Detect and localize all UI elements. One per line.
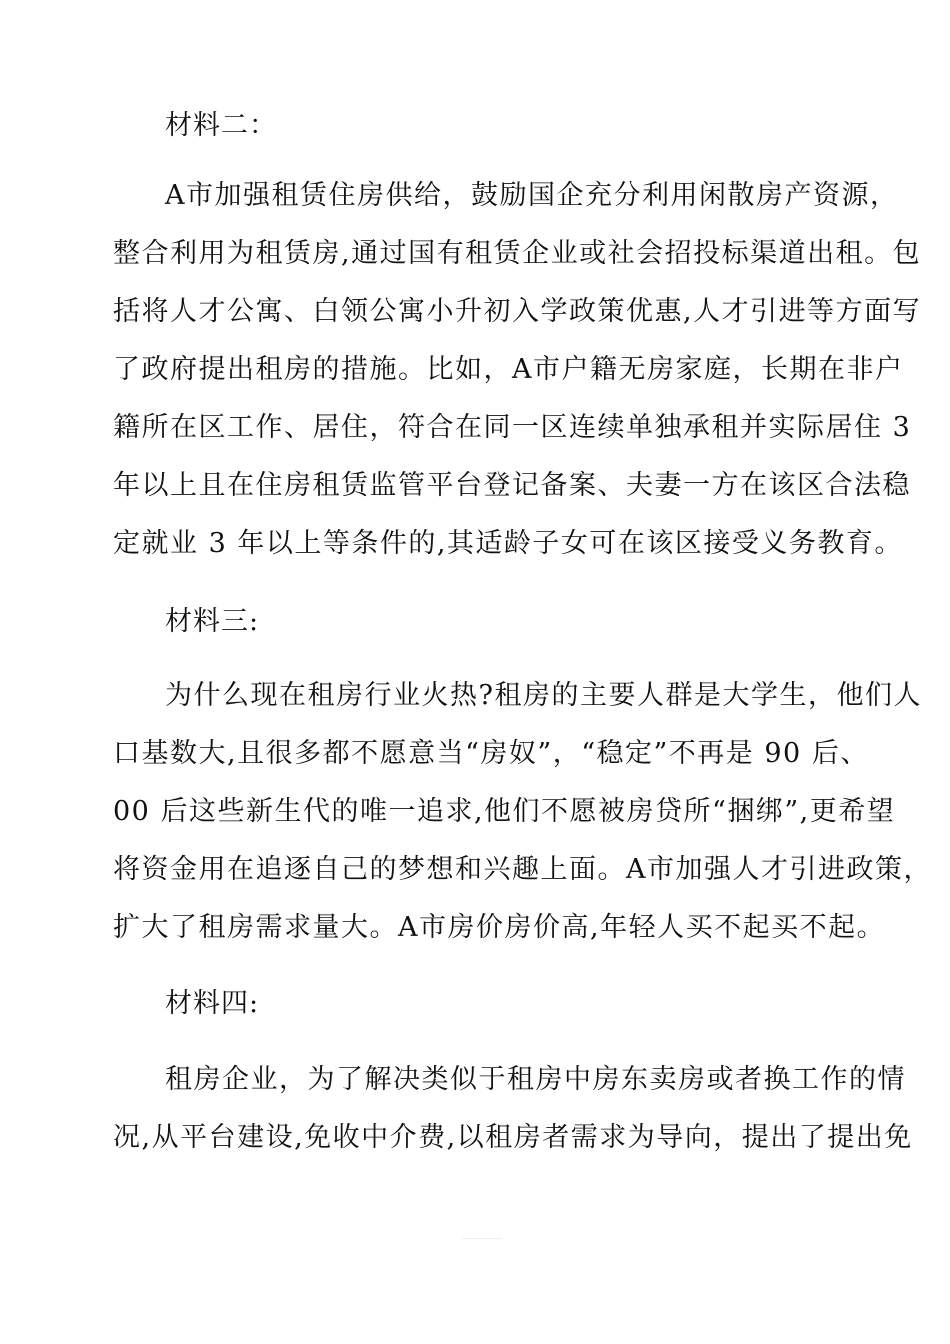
section-heading-3: 材料三:: [165, 606, 260, 637]
paragraph-line: 扩大了租房需求量大。A市房价房价高,年轻人买不起买不起。: [113, 912, 886, 943]
paragraph-line: 将资金用在追逐自己的梦想和兴趣上面。A市加强人才引进政策，: [113, 854, 932, 885]
paragraph-line: 括将人才公寓、白领公寓小升初入学政策优惠,人才引进等方面写: [113, 296, 922, 327]
page-footer-divider: [462, 1238, 502, 1239]
paragraph-line: 00 后这些新生代的唯一追求,他们不愿被房贷所“捆绑”,更希望: [113, 796, 896, 827]
section-heading-4: 材料四:: [165, 988, 260, 1019]
paragraph-line: A市加强租赁住房供给，鼓励国企充分利用闲散房产资源，: [165, 180, 899, 211]
paragraph-line: 了政府提出租房的措施。比如，A市户籍无房家庭，长期在非户: [113, 354, 904, 385]
paragraph-line: 年以上且在住房租赁监管平台登记备案、夫妻一方在该区合法稳: [113, 470, 911, 501]
section-heading-2: 材料二：: [165, 110, 277, 141]
paragraph-line: 整合利用为租赁房,通过国有租赁企业或社会招投标渠道出租。包: [113, 238, 922, 269]
paragraph-line: 租房企业，为了解决类似于租房中房东卖房或者换工作的情: [165, 1064, 906, 1095]
paragraph-line: 况,从平台建设,免收中介费,以租房者需求为导向，提出了提出免: [113, 1122, 913, 1153]
paragraph-line: 籍所在区工作、居住，符合在同一区连续单独承租并实际居住 3: [113, 412, 912, 443]
paragraph-line: 为什么现在租房行业火热?租房的主要人群是大学生，他们人: [165, 680, 922, 711]
paragraph-line: 定就业 3 年以上等条件的,其适龄子女可在该区接受义务教育。: [113, 528, 903, 559]
paragraph-line: 口基数大,且很多都不愿意当“房奴”，“稳定”不再是 90 后、: [113, 738, 869, 769]
